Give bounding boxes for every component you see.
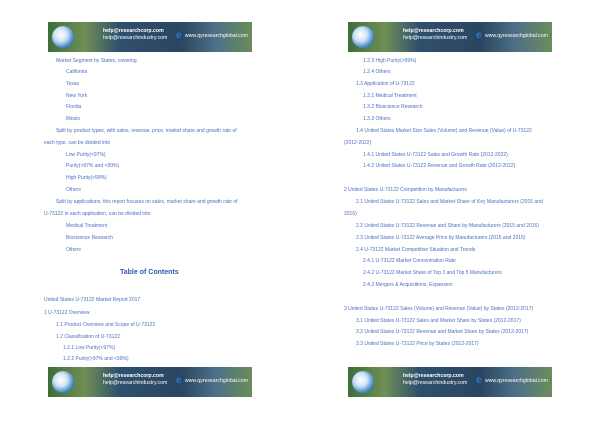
toc-entry-continued[interactable]: (2012-2022) [344, 140, 372, 146]
footer-banner [48, 367, 252, 397]
type-item: High Purity(>99%) [66, 175, 107, 181]
toc-entry[interactable]: 2.4 U-73122 Market Competitive Situation and Trends [356, 247, 476, 253]
state-item: Texas [66, 81, 80, 87]
toc-entry[interactable]: 1.1 Product Overview and Scope of U-73122 [56, 322, 156, 328]
toc-entry[interactable]: 2.2 United States U-73122 Revenue and Share by Manufacturers (2015 and 2016) [356, 223, 539, 229]
toc-entry[interactable]: 3.2 United States U-73122 Revenue and Market Share by States (2012-2017) [356, 329, 529, 335]
toc-entry[interactable]: 3 United States U-73122 Sales (Volume) and Revenue (Value) by States (2012-2017) [344, 306, 534, 312]
toc-entry[interactable]: 2.4.1 U-73122 Market Concentration Rate [363, 258, 456, 264]
email-text: help@researchcorp.com [103, 373, 164, 379]
toc-entry[interactable]: 2.4.3 Mergers & Acquisitions, Expansion [363, 282, 453, 288]
phone-text: help@researchindustry.com [403, 380, 468, 386]
toc-entry[interactable]: 3.3 United States U-73122 Price by States (2012-2017) [356, 341, 479, 347]
toc-entry[interactable]: 2.1 United States U-73122 Sales and Market Share of Key Manufacturers (2015 and [356, 199, 543, 205]
website-text: www.qyresearchglobal.com [184, 33, 248, 39]
website-text: www.qyresearchglobal.com [184, 378, 248, 384]
website-text: www.qyresearchglobal.com [484, 378, 548, 384]
toc-entry[interactable]: 1.4.2 United States U-73122 Revenue and Growth Rate (2012-2022) [363, 163, 516, 169]
phone-text: help@researchindustry.com [103, 380, 168, 386]
state-item: California [66, 69, 88, 75]
e-mail-icon: e [476, 375, 482, 386]
toc-entry[interactable]: 1 U-73122 Overview [44, 310, 90, 316]
toc-entry[interactable]: 1.2.4 Others [363, 69, 391, 75]
website-text: www.qyresearchglobal.com [484, 33, 548, 39]
market-segment-text: Market Segment by States, covering [56, 58, 137, 64]
toc-entry-continued[interactable]: 2016) [344, 211, 357, 217]
split-app-text-2: U-73122 in each application, can be divided into [44, 211, 151, 217]
e-mail-icon: e [176, 30, 182, 41]
globe-logo-icon [52, 26, 74, 48]
toc-entry[interactable]: 3.1 United States U-73122 Sales and Market Share by States (2012-2017) [356, 318, 521, 324]
toc-entry[interactable]: 1.4.1 United States U-73122 Sales and Growth Rate (2012-2022) [363, 152, 508, 158]
toc-entry[interactable]: United States U-73122 Market Report 2017 [44, 297, 141, 303]
toc-entry[interactable]: 1.2.1 Low Purity(<97%) [63, 345, 116, 351]
email-text: help@researchcorp.com [403, 28, 464, 34]
toc-entry[interactable]: 1.3.1 Medical Treatment [363, 93, 417, 99]
toc-entry[interactable]: 1.3.2 Bioscience Research [363, 104, 423, 110]
split-product-text-2: each type, can be divided into [44, 140, 111, 146]
header-banner [48, 22, 252, 52]
type-item: Others [66, 187, 82, 193]
globe-logo-icon [52, 371, 74, 393]
header-banner [348, 22, 552, 52]
type-item: Low Purity(<97%) [66, 152, 106, 158]
toc-entry[interactable]: 2.3 United States U-73122 Average Price by Manufacturers (2015 and 2016) [356, 235, 526, 241]
toc-entry[interactable]: 1.2 Classification of U-73122 [56, 334, 120, 340]
email-text: help@researchcorp.com [403, 373, 464, 379]
e-mail-icon: e [176, 375, 182, 386]
globe-logo-icon [352, 26, 374, 48]
phone-text: help@researchindustry.com [403, 35, 468, 41]
application-item: Bioscience Research [66, 235, 113, 241]
toc-entry[interactable]: 2 United States U-73122 Competition by Manufacturers [344, 187, 467, 193]
footer-banner [348, 367, 552, 397]
application-item: Medical Treatment [66, 223, 108, 229]
globe-logo-icon [352, 371, 374, 393]
state-item: Illinois [66, 116, 80, 122]
state-item: New York [66, 93, 88, 99]
toc-entry[interactable]: 1.3 Application of U-73122 [356, 81, 415, 87]
split-app-text: Split by applications, this report focuses on sales, market share and growth rate of [56, 199, 238, 205]
toc-entry[interactable]: 2.4.2 U-73122 Market Share of Top 3 and Top 5 Manufacturers [363, 270, 502, 276]
e-mail-icon: e [476, 30, 482, 41]
email-text: help@researchcorp.com [103, 28, 164, 34]
toc-title: Table of Contents [120, 269, 179, 276]
toc-entry[interactable]: 1.4 United States Market Size Sales (Volume) and Revenue (Value) of U-73122 [356, 128, 532, 134]
type-item: Purity(>97% and <99%) [66, 163, 120, 169]
application-item: Others [66, 247, 82, 253]
right-page [300, 0, 600, 424]
state-item: Florida [66, 104, 82, 110]
toc-entry[interactable]: 1.3.3 Others [363, 116, 391, 122]
toc-entry[interactable]: 1.2.3 High Purity(>99%) [363, 58, 417, 64]
split-product-text: Split by product types, with sales, revenue, price, market share and growth rate of [56, 128, 237, 134]
toc-entry[interactable]: 1.2.2 Purity(>97% and <99%) [63, 356, 129, 362]
phone-text: help@researchindustry.com [103, 35, 168, 41]
